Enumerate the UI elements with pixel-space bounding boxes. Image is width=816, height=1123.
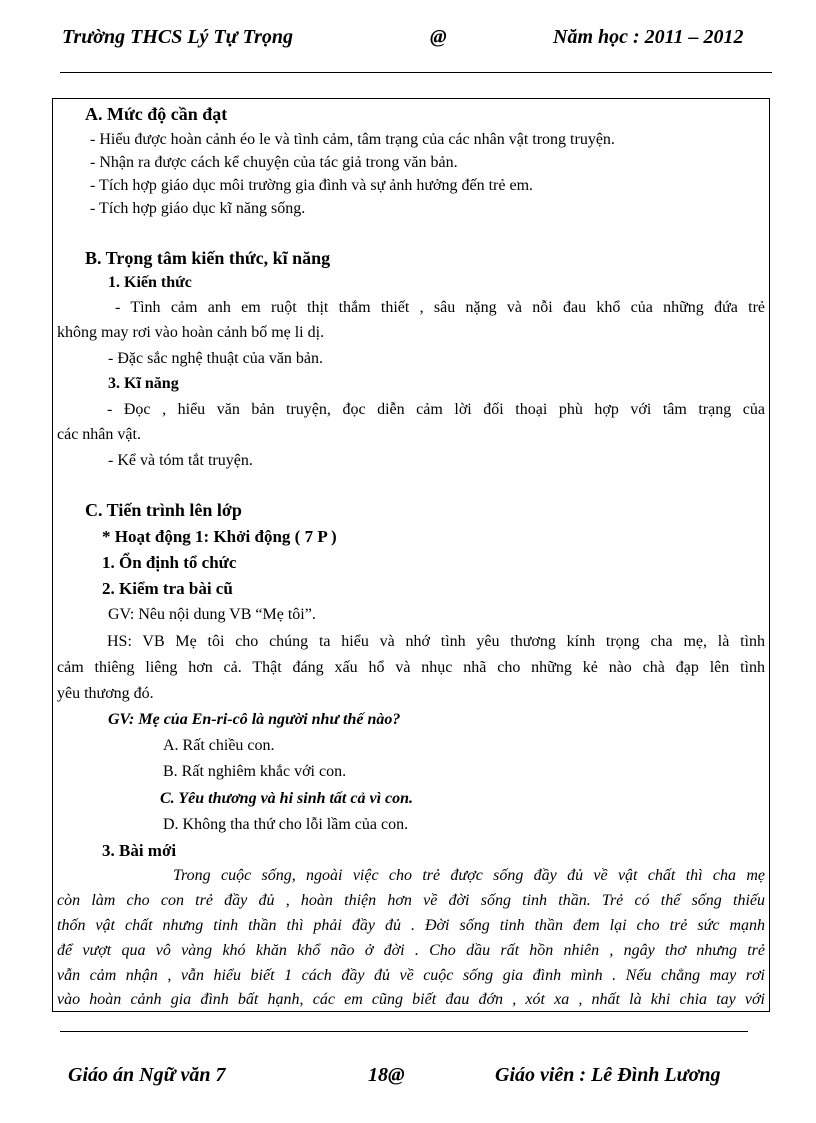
section-a-item: - Hiểu được hoàn cảnh éo le và tình cảm, tâm trạng của các nhân vật trong truyện.: [90, 131, 615, 148]
intro-line: còn làm cho con trẻ đầy đủ , hoàn thiện hơn về đời sống tinh thần. Trẻ có thể sống thiếu: [57, 892, 765, 909]
section-a-item: - Tích hợp giáo dục môi trường gia đình và sự ảnh hưởng đến trẻ em.: [90, 177, 534, 194]
header-symbol: @: [430, 26, 447, 48]
section-a-title: A. Mức độ cần đạt: [85, 104, 228, 124]
activity-title: * Hoạt động 1: Khởi động ( 7 P ): [102, 527, 337, 546]
header-rule: [60, 72, 772, 73]
intro-line: thốn vật chất nhưng tinh thần thì phải đầy đủ . Đời sống tinh thần đem lại cho trẻ sức mạnh: [57, 917, 765, 934]
knowledge-line: - Đặc sắc nghệ thuật của văn bản.: [108, 350, 324, 367]
mc-question: GV: Mẹ của En-ri-cô là người như thế nào?: [108, 711, 401, 728]
footer-teacher: Giáo viên : Lê Đình Lương: [495, 1064, 721, 1086]
footer-page-number: 18@: [368, 1064, 405, 1086]
step-title: 3. Bài mới: [102, 841, 177, 860]
knowledge-line: - Tình cảm anh em ruột thịt thắm thiết , sâu nặng và nỗi đau khổ của những đứa trẻ: [115, 299, 765, 316]
intro-line: vào hoàn cảnh gia đình bất hạnh, các em cũng biết đau đớn , xót xa , nhất là khi chia tay với: [57, 991, 765, 1008]
section-b-title: B. Trọng tâm kiến thức, kĩ năng: [85, 248, 331, 268]
hs-answer-line: cảm thiêng liêng hơn cả. Thật đáng xấu hổ và nhục nhã cho những kẻ nào chà đạp lên tình: [57, 659, 765, 676]
footer-rule: [60, 1031, 748, 1032]
mc-option: D. Không tha thứ cho lỗi lầm của con.: [163, 816, 409, 833]
header-school: Trường THCS Lý Tự Trọng: [62, 26, 294, 48]
footer-subject: Giáo án Ngữ văn 7: [68, 1064, 226, 1086]
gv-question: GV: Nêu nội dung VB “Mẹ tôi”.: [108, 606, 316, 623]
knowledge-line: không may rơi vào hoàn cảnh bố mẹ li dị.: [57, 324, 325, 341]
intro-line: để vượt qua vô vàng khó khăn khổ não ở đời . Cho dầu rất hồn nhiên , ngây thơ nhưng trẻ: [57, 942, 765, 959]
intro-line: Trong cuộc sống, ngoài việc cho trẻ được sống đầy đủ về vật chất thì cha mẹ: [173, 867, 765, 884]
mc-option: A. Rất chiều con.: [163, 737, 275, 754]
skills-title: 3. Kĩ năng: [108, 375, 179, 392]
section-a-item: - Tích hợp giáo dục kĩ năng sống.: [90, 200, 306, 217]
header-school-year: Năm học : 2011 – 2012: [553, 26, 744, 48]
mc-option: B. Rất nghiêm khắc với con.: [163, 763, 347, 780]
hs-answer-line: yêu thương đó.: [57, 685, 154, 702]
skills-line: các nhân vật.: [57, 426, 141, 443]
skills-line: - Đọc , hiểu văn bản truyện, đọc diễn cảm lời đối thoại phù hợp với tâm trạng của: [107, 401, 765, 418]
hs-answer-line: HS: VB Mẹ tôi cho chúng ta hiểu và nhớ tình yêu thương kính trọng cha mẹ, là tình: [107, 633, 765, 650]
skills-line: - Kể và tóm tắt truyện.: [108, 452, 253, 469]
step-title: 1. Ổn định tổ chức: [102, 553, 237, 572]
knowledge-title: 1. Kiến thức: [108, 274, 192, 291]
section-a-item: - Nhận ra được cách kể chuyện của tác giả trong văn bản.: [90, 154, 458, 171]
intro-line: vẫn cảm nhận , vẫn hiểu biết 1 cách đầy đủ về cuộc sống gia đình mình . Nếu chẳng may rơi: [57, 967, 765, 984]
mc-option-correct: C. Yêu thương và hi sinh tất cả vì con.: [160, 790, 414, 807]
step-title: 2. Kiểm tra bài cũ: [102, 579, 233, 598]
section-c-title: C. Tiến trình lên lớp: [85, 500, 242, 520]
